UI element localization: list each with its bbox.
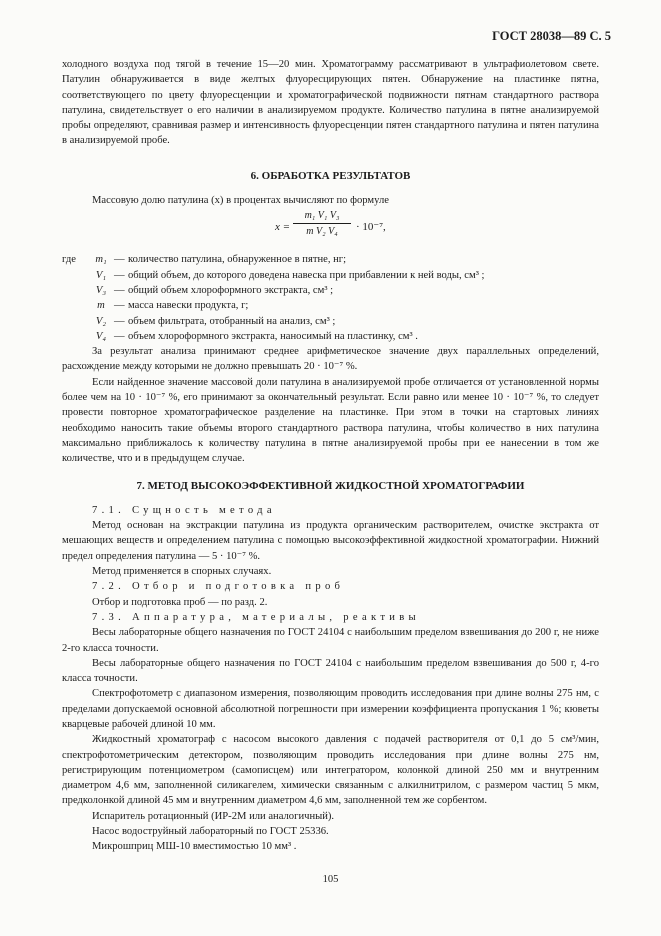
definition-text: масса навески продукта, г; <box>128 300 249 312</box>
formula-lhs: x = <box>275 221 291 234</box>
intro-paragraph: холодного воздуха под тягой в течение 15—20 мин. Хроматограмму рассматривают в ультрафиолетовом свете. Патулин обнаруживается в виде желтых флуоресцирующих пятен. Обнаружение на пластинке пятна, соответствующего по цвету флуоресценции и хроматографической подвижности пятнам стандартного раствора патулина, свидетельствует о его наличии в анализируемом продукте. Количество патулина в пятне анализируемой пробы определяют, сравнивая размер и интенсивность флуоресценции пятен стандартного патулина и пятен патулина в анализируемой пробе. <box>62 59 599 147</box>
equipment-item: Спектрофотометр с диапазоном измерения, позволяющим проводить исследования при длине волны 275 нм, с пределами допускаемой основной абсолютной погрешности при измерении коэффициента пропускания 1 %; кюветы кварцевые рабочей длиной 10 мм. <box>62 688 599 730</box>
fraction-bar <box>293 223 351 224</box>
subsection-7-3-heading: 7.3. Аппаратура, материалы, реактивы <box>92 611 420 623</box>
page-body <box>62 57 599 887</box>
definition-text: количество патулина, обнаруженное в пятне, нг; <box>128 254 347 266</box>
method-usage: Метод применяется в спорных случаях. <box>92 566 272 578</box>
subsection-7-1-heading: 7.1. Сущность метода <box>92 504 276 516</box>
page-number: 105 <box>322 873 339 885</box>
equipment-item: Насос водоструйный лабораторный по ГОСТ 25336. <box>92 826 329 838</box>
paragraph-average: За результат анализа принимают среднее арифметическое значение двух параллельных определений, расхождение между которыми не должно превышать 20 · 10⁻⁷ %. <box>62 346 599 373</box>
definition-row <box>62 252 599 267</box>
sampling-paragraph: Отбор и подготовка проб — по разд. 2. <box>92 596 268 608</box>
definition-dash: — <box>114 315 125 327</box>
equipment-item: Испаритель ротационный (ИР-2М или аналогичный). <box>92 810 335 822</box>
equipment-item: Весы лабораторные общего назначения по ГОСТ 24104 с наибольшим пределом взвешивания до 500 г, 4-го класса точности. <box>62 657 599 685</box>
definition-text: объем фильтрата, отобранный на анализ, см³ ; <box>128 315 336 327</box>
definition-dash: — <box>114 254 125 266</box>
section-7-heading: 7. МЕТОД ВЫСОКОЭФФЕКТИВНОЙ ЖИДКОСТНОЙ ХРОМАТОГРАФИИ <box>136 479 525 492</box>
definition-text: объем хлороформного экстракта, наносимый на пластинку, см³ . <box>128 330 418 342</box>
definition-symbol: V₂ <box>95 315 107 327</box>
definition-row <box>62 283 599 298</box>
variable-definitions <box>62 252 599 344</box>
formula-multiplier: · 10⁻⁷, <box>356 221 386 234</box>
running-header: ГОСТ 28038—89 С. 5 <box>492 29 611 43</box>
formula-block <box>62 208 599 252</box>
formula-denominator: m V₂ V₄ <box>306 226 338 238</box>
definition-symbol: m <box>97 300 105 312</box>
equipment-item: Весы лабораторные общего назначения по ГОСТ 24104 с наибольшим пределом взвешивания до 200 г, не ниже 2-го класса точности. <box>62 627 599 654</box>
definition-row <box>62 314 599 329</box>
definition-dash: — <box>114 300 125 312</box>
definition-row <box>62 329 599 344</box>
formula-numerator: m₁ V₁ V₃ <box>304 210 340 222</box>
definition-dash: — <box>114 269 125 281</box>
definition-dash: — <box>114 284 125 296</box>
subsection-7-2-heading: 7.2. Отбор и подготовка проб <box>92 581 345 593</box>
definition-dash: — <box>114 330 125 342</box>
formula-fraction <box>293 209 351 238</box>
definition-symbol: V₃ <box>95 284 107 296</box>
equipment-item: Микрошприц МШ-10 вместимостью 10 мм³ . <box>92 841 297 853</box>
section-6-heading: 6. ОБРАБОТКА РЕЗУЛЬТАТОВ <box>250 169 411 182</box>
equipment-item: Жидкостный хроматограф с насосом высокого давления с подачей растворителя от 0,1 до 5 см³/мин, спектрофотометрическим детектором, позволяющим проводить исследования при длине волны 275 нм, регистрирующим потенциометром (самописцем) или интегратором, колонкой длиной 250 мм и внутренним диаметром 4,6 мм, заполненной силикагелем, химически связанным с алкилнитрилом, с размером частиц 5 мкм, предколонкой длиной 45 мм и внутренним диаметром 4,6 мм, заполненной тем же сорбентом. <box>62 734 599 807</box>
definition-symbol: V₄ <box>95 330 107 342</box>
definition-symbol: m₁ <box>95 254 107 266</box>
method-paragraph: Метод основан на экстракции патулина из продукта органическим растворителем, очистке экстракта от мешающих веществ и определением патулина с помощью высокоэффективной жидкостной хроматографии. Нижний предел определения патулина — 5 · 10⁻⁷ %. <box>62 520 599 562</box>
formula-lead: Массовую долю патулина (x) в процентах вычисляют по формуле <box>92 195 389 207</box>
definition-text: общий объем хлороформного экстракта, см³ ; <box>128 284 334 296</box>
where-label: где <box>62 254 76 266</box>
definition-row <box>62 298 599 313</box>
definition-text: общий объем, до которого доведена навеска при прибавлении к ней воды, см³ ; <box>128 269 485 281</box>
paragraph-repeat-analysis: Если найденное значение массовой доли патулина в анализируемой пробе отличается от установленной нормы более чем на 10 · 10⁻⁷ %, его принимают за окончательный результат. Если равно или менее 10 · 10⁻⁷ %, то следует провести повторное хроматографическое разделение на пластинке. При этом в точки на стартовых линиях необходимо наносить такие объемы второго стандартного раствора патулина, чтобы количество в них патулина максимально приближалось к количеству патулина в пятне анализируемой пробы при ее нанесении в том же количестве, что и в предыдущем случае. <box>62 376 599 465</box>
definition-row <box>62 268 599 283</box>
definition-symbol: V₁ <box>95 269 107 281</box>
